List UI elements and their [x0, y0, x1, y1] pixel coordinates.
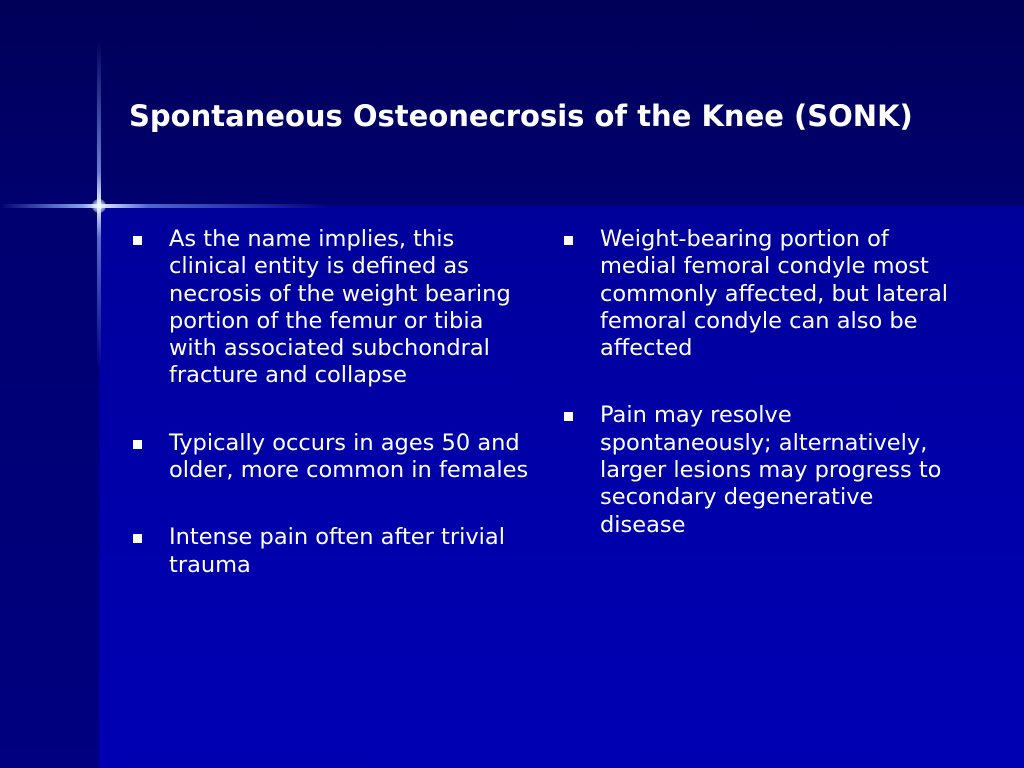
bullet-text: Typically occurs in ages 50 and older, more common in females — [169, 429, 529, 484]
square-bullet-icon — [564, 236, 573, 245]
slide-title: Spontaneous Osteonecrosis of the Knee (SONK) — [129, 99, 913, 133]
right-bullet-list — [560, 226, 960, 579]
square-bullet-icon — [133, 534, 142, 543]
bullet-item — [129, 226, 529, 390]
bullet-text: Intense pain often after trivial trauma — [169, 524, 505, 578]
left-bullet-list — [129, 226, 529, 619]
sparkle-horizontal-ray — [0, 204, 330, 208]
square-bullet-icon — [133, 440, 142, 449]
square-bullet-icon — [564, 412, 573, 421]
square-bullet-icon — [133, 236, 142, 245]
bullet-text: Pain may resolve spontaneously; alternatively, larger lesions may progress to secondary degenerative disease — [600, 402, 942, 538]
bullet-item — [129, 430, 529, 485]
bullet-item — [560, 402, 960, 538]
bullet-text: As the name implies, this clinical entity is defined as necrosis of the weight bearing portion of the femur or tibia with associated subchondral fracture and collapse — [169, 226, 511, 389]
bullet-text: Weight-bearing portion of medial femoral condyle most commonly affected, but lateral femoral condyle can also be affected — [600, 226, 948, 362]
bullet-item — [129, 524, 529, 579]
bullet-item — [560, 226, 960, 362]
left-band — [0, 206, 99, 768]
sparkle-core — [92, 199, 106, 213]
